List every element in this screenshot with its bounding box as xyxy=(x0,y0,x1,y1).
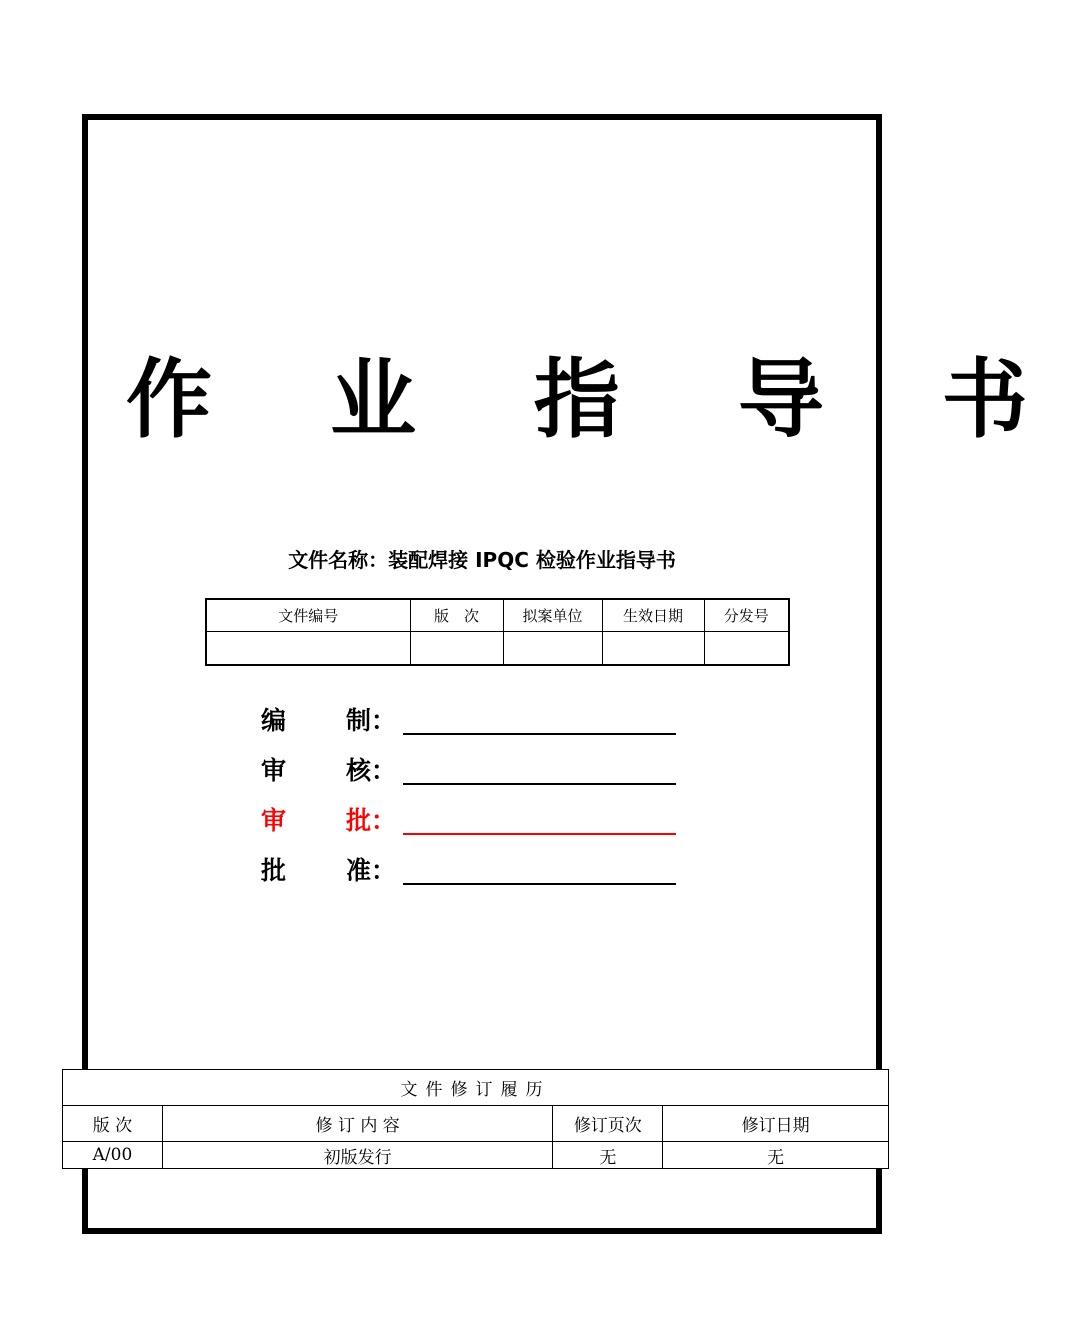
signature-label-char: 准： xyxy=(346,856,397,885)
revision-header-row xyxy=(63,1106,889,1142)
revision-history-table xyxy=(62,1069,889,1169)
info-header-row xyxy=(206,599,789,632)
signature-row-review xyxy=(258,750,698,800)
file-name-heading: 文件名称：装配焊接 IPQC 检验作业指导书 xyxy=(288,548,676,572)
info-value-file-number xyxy=(206,632,410,666)
revision-header-date: 修订日期 xyxy=(663,1106,889,1142)
revision-title: 文件修订履历 xyxy=(63,1070,889,1106)
signature-label-char: 制： xyxy=(346,706,397,735)
info-header-distribution-number: 分发号 xyxy=(704,599,789,632)
signature-row-authorize xyxy=(258,850,698,900)
info-header-drafting-unit: 拟案单位 xyxy=(503,599,602,632)
revision-cell-date: 无 xyxy=(663,1142,889,1169)
revision-header-content: 修 订 内 容 xyxy=(162,1106,552,1142)
revision-title-row xyxy=(63,1070,889,1106)
signature-row-approve xyxy=(258,800,698,850)
info-value-effective-date xyxy=(602,632,704,666)
document-info-table xyxy=(205,598,790,666)
signature-label-char: 审 xyxy=(261,806,287,835)
revision-cell-content: 初版发行 xyxy=(162,1142,552,1169)
signature-label-char: 批： xyxy=(346,806,397,835)
info-header-version: 版 次 xyxy=(410,599,503,632)
info-value-version xyxy=(410,632,503,666)
signature-line xyxy=(403,833,676,835)
document-title: 作 业 指 导 书 xyxy=(126,350,1072,450)
signature-label-char: 审 xyxy=(261,756,287,785)
signature-line xyxy=(403,783,676,785)
info-value-distribution-number xyxy=(704,632,789,666)
signature-line xyxy=(403,733,676,735)
revision-header-pages: 修订页次 xyxy=(553,1106,663,1142)
info-header-effective-date: 生效日期 xyxy=(602,599,704,632)
info-value-row xyxy=(206,632,789,666)
signature-block xyxy=(258,700,698,900)
signature-label-char: 核： xyxy=(346,756,397,785)
table-row xyxy=(63,1142,889,1169)
signature-label-char: 批 xyxy=(261,856,287,885)
revision-cell-version: A/00 xyxy=(63,1142,163,1169)
revision-cell-pages: 无 xyxy=(553,1142,663,1169)
signature-label-char: 编 xyxy=(261,706,287,735)
info-value-drafting-unit xyxy=(503,632,602,666)
info-header-file-number: 文件编号 xyxy=(206,599,410,632)
signature-row-compile xyxy=(258,700,698,750)
page-frame xyxy=(82,114,1072,1234)
revision-header-version: 版 次 xyxy=(63,1106,163,1142)
signature-line xyxy=(403,883,676,885)
